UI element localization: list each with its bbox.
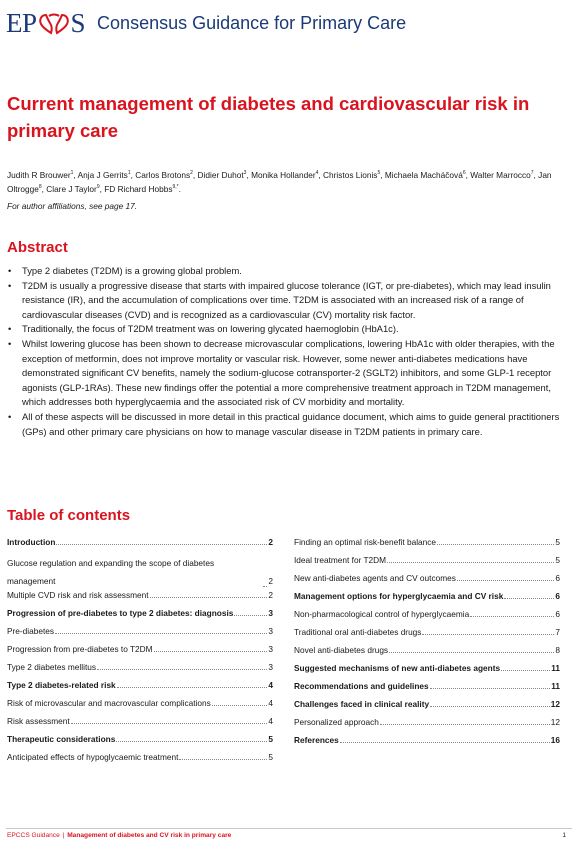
toc-leader-dots [430, 706, 550, 707]
page-footer [7, 832, 231, 839]
toc-leader-dots [179, 759, 267, 760]
header-title: Consensus Guidance for Primary Care [97, 12, 407, 33]
toc-entry[interactable] [294, 609, 560, 620]
toc-leader-dots [389, 652, 554, 653]
toc-leader-dots [212, 705, 268, 706]
author-affiliation-marker: 5 [377, 170, 381, 176]
heart-logo-icon [38, 11, 70, 35]
toc-entry[interactable] [294, 537, 560, 548]
toc-heading: Table of contents [7, 507, 131, 524]
author-name: Michaela Macháčová [384, 169, 463, 180]
toc-entry-page: 5 [555, 537, 560, 547]
toc-entry-page: 2 [268, 590, 273, 600]
toc-entry[interactable] [294, 735, 560, 746]
toc-leader-dots [71, 723, 268, 724]
toc-leader-dots [55, 633, 267, 634]
toc-entry-page: 3 [268, 644, 273, 654]
toc-entry-title: Personalized approach [294, 717, 379, 727]
toc-entry-title: Risk assessment [7, 716, 70, 726]
toc-entry-title: Pre-diabetes [7, 626, 55, 636]
author-name: Walter Marrocco [470, 169, 531, 180]
toc-leader-dots [234, 615, 267, 616]
toc-entry[interactable] [7, 716, 273, 727]
toc-entry-page: 12 [550, 699, 560, 709]
toc-entry-page: 4 [268, 716, 273, 726]
toc-entry-title: Challenges faced in clinical reality [294, 699, 430, 709]
abstract-bullet [7, 322, 567, 337]
toc-leader-dots [437, 544, 554, 545]
toc-entry-title: Management options for hyperglycaemia and CV risk [294, 591, 504, 601]
toc-leader-dots [340, 742, 550, 743]
abstract-bullet [7, 410, 567, 439]
toc-entry[interactable] [7, 644, 273, 655]
abstract-bullet-text: T2DM is usually a progressive disease that starts with impaired glucose tolerance (IGT, or pre-diabetes), which may lead insulin resistance (IR), and the accumulation of complications over time. T2DM is associated with an increased risk of a range of cardiovascular diseases (CVD) and is recognized as a cardiovascular (CV) mortality risk factor. [22, 279, 551, 320]
logo-text-left: EP [6, 7, 37, 38]
toc-entry[interactable] [294, 555, 560, 566]
toc-leader-dots [117, 687, 268, 688]
author-affiliation-marker: 9,* [172, 184, 179, 191]
page-number: 1 [562, 832, 566, 839]
bullet-icon: • [8, 265, 12, 276]
toc-entry[interactable] [7, 537, 273, 548]
toc-entry[interactable] [7, 662, 273, 673]
toc-entry[interactable] [294, 663, 560, 674]
toc-leader-dots [470, 616, 554, 617]
bullet-icon: • [8, 410, 12, 422]
epccs-logo [6, 7, 86, 38]
toc-entry[interactable] [294, 681, 560, 692]
page-header [6, 6, 570, 40]
author-affiliation-marker: 4 [315, 170, 319, 176]
author-affiliation-marker: 2 [190, 170, 193, 176]
toc-entry[interactable] [294, 591, 560, 602]
toc-entry[interactable] [294, 699, 560, 710]
toc-entry-title: Progression from pre-diabetes to T2DM [7, 644, 153, 654]
footer-doc-title: Management of diabetes and CV risk in primary care [67, 832, 232, 839]
toc-entry[interactable] [294, 645, 560, 656]
abstract-bullet [7, 279, 567, 323]
main-title: Current management of diabetes and cardiovascular risk in primary care [7, 93, 530, 141]
author-name: Jan Oltrogge [7, 169, 552, 195]
abstract-bullet [7, 337, 567, 410]
toc-entry-title: Finding an optimal risk-benefit balance [294, 537, 437, 547]
toc-entry-page: 12 [550, 717, 560, 727]
author-affiliation-marker: 7 [530, 170, 534, 176]
toc-entry-page: 7 [555, 627, 560, 637]
toc-entry-title: Type 2 diabetes mellitus [7, 662, 97, 672]
logo-text-right: S [70, 7, 86, 38]
author-affiliation-marker: 3 [243, 170, 247, 176]
toc-entry-page: 4 [268, 698, 273, 708]
toc-leader-dots [154, 651, 268, 652]
toc-entry-page: 3 [268, 662, 273, 672]
toc-leader-dots [150, 597, 268, 598]
bullet-icon: • [8, 279, 12, 291]
toc-entry-page: 6 [555, 609, 560, 619]
toc-leader-dots [504, 598, 554, 599]
toc-entry-page: 5 [268, 752, 273, 762]
abstract-heading: Abstract [7, 239, 68, 256]
toc-entry-title: Traditional oral anti-diabetes drugs [294, 627, 422, 637]
footer-brand: EPCCS Guidance [7, 832, 60, 839]
author-name: FD Richard Hobbs [104, 184, 173, 195]
toc-entry-title: Suggested mechanisms of new anti-diabetes agents [294, 663, 501, 673]
toc-entry-title: References [294, 735, 339, 745]
footer-separator: | [62, 832, 65, 839]
abstract-bullet-text: All of these aspects will be discussed in more detail in this practical guidance document, which aims to guide general practitioners (GPs) and other primary care physicians on how to manage vascular disease in T2DM patients in primary care. [22, 410, 560, 437]
toc-right-column [294, 537, 560, 753]
toc-entry-page: 5 [268, 734, 273, 744]
toc-entry[interactable] [7, 734, 273, 745]
author-name: Carlos Brotons [135, 169, 191, 180]
bullet-icon: • [8, 323, 12, 335]
author-affiliation-marker: 6 [462, 170, 466, 176]
toc-entry-title: Type 2 diabetes-related risk [7, 680, 116, 690]
toc-entry-title: Therapeutic considerations [7, 734, 116, 744]
toc-entry-page: 11 [551, 663, 560, 673]
toc-entry[interactable] [7, 680, 273, 691]
toc-entry-title: Progression of pre-diabetes to type 2 diabetes: diagnosis [7, 608, 234, 618]
toc-leader-dots [501, 670, 550, 671]
abstract-bullet-text: Whilst lowering glucose has been shown to decrease microvascular complications, lowering HbA1c with older therapies, with the exception of metformin, does not improve mortality or vascular risk. However, some newer anti-diabetes medications have demonstrated significant CV benefits, namely the sodium-glucose cotransporter-2 (SGLT2) inhibitors, and some GLP-1 receptor agonists (GLP-1RAs). These new findings offer the potential a more comprehensive treatment approach in T2DM management, which addresses both hyperglycaemia and the associated risk of CV morbidity and mortality. [22, 337, 555, 408]
toc-entry[interactable] [7, 752, 273, 763]
toc-left-column [7, 537, 273, 770]
toc-entry-page: 6 [555, 573, 560, 583]
author-affiliation-marker: 8 [38, 184, 42, 191]
toc-entry[interactable] [7, 590, 273, 601]
author-name: Didier Duhot [197, 169, 244, 180]
toc-entry-page: 2 [268, 575, 273, 586]
toc-entry-title: Novel anti-diabetes drugs [294, 645, 389, 655]
bullet-icon: • [8, 337, 12, 349]
toc-entry-title: Ideal treatment for T2DM [294, 555, 387, 565]
toc-entry-page: 3 [268, 626, 273, 636]
author-name: Christos Lionis [323, 169, 378, 180]
toc-leader-dots [422, 634, 554, 635]
toc-entry-title: New anti-diabetes agents and CV outcomes [294, 573, 456, 583]
toc-entry[interactable] [294, 573, 560, 584]
toc-leader-dots [116, 741, 267, 742]
toc-entry-title: Glucose regulation and expanding the scope of diabetes management [7, 558, 215, 586]
abstract-bullet [7, 264, 567, 279]
toc-entry-title: Risk of microvascular and macrovascular complications [7, 698, 211, 708]
author-name: Monika Hollander [251, 169, 316, 180]
author-affiliation-marker: 1 [127, 170, 131, 176]
abstract-bullet-text: Type 2 diabetes (T2DM) is a growing global problem. [22, 265, 242, 276]
toc-entry-page: 11 [551, 681, 560, 691]
toc-entry-page: 3 [268, 608, 273, 618]
toc-entry-page: 16 [550, 735, 560, 745]
toc-entry[interactable] [7, 626, 273, 637]
toc-entry-page: 6 [555, 591, 560, 601]
toc-leader-dots [56, 544, 267, 545]
toc-entry[interactable] [294, 717, 560, 728]
toc-entry-title: Introduction [7, 537, 56, 547]
toc-leader-dots [97, 669, 267, 670]
author-affiliation-marker: 9 [96, 184, 100, 191]
author-name: Clare J Taylor [46, 184, 97, 195]
author-list: Judith R Brouwer$^1$, Anja J Gerrits$^1$, Carlos Brotons$^2$, Didier Duhot$^3$, Monika Hollander$^4$, Christos Lionis$^5$, Michaela Macháčová$^6$, Walter Marrocco$^7$, Jan Oltrogge$^8$, Clare J Taylor$^9$, FD Richard Hobbs$^{9,*}$. [7, 169, 552, 195]
toc-entry[interactable] [7, 698, 273, 709]
toc-entry[interactable] [7, 555, 273, 590]
toc-entry-page: 4 [268, 680, 273, 690]
author-name: Judith R Brouwer [7, 169, 71, 180]
toc-leader-dots [430, 688, 551, 689]
toc-entry-page: 8 [555, 645, 560, 655]
footer-divider [6, 828, 572, 829]
toc-entry-page: 5 [555, 555, 560, 565]
toc-entry-page: 2 [268, 537, 273, 547]
toc-leader-dots [387, 562, 554, 563]
toc-leader-dots [380, 724, 550, 725]
toc-entry-title: Recommendations and guidelines [294, 681, 429, 691]
toc-leader-dots [457, 580, 554, 581]
toc-entry-title: Multiple CVD risk and risk assessment [7, 590, 149, 600]
affiliations-note: For author affiliations, see page 17. [7, 201, 138, 211]
toc-entry-title: Anticipated effects of hypoglycaemic treatment [7, 752, 179, 762]
toc-entry-title: Non-pharmacological control of hyperglycaemia [294, 609, 470, 619]
toc-entry[interactable] [7, 608, 273, 619]
abstract-list [7, 264, 567, 439]
toc-leader-dots [263, 586, 267, 587]
abstract-bullet-text: Traditionally, the focus of T2DM treatment was on lowering glycated haemoglobin (HbA1c). [22, 323, 399, 335]
author-affiliation-marker: 1 [70, 170, 74, 176]
author-name: Anja J Gerrits [77, 169, 128, 180]
toc-entry[interactable] [294, 627, 560, 638]
